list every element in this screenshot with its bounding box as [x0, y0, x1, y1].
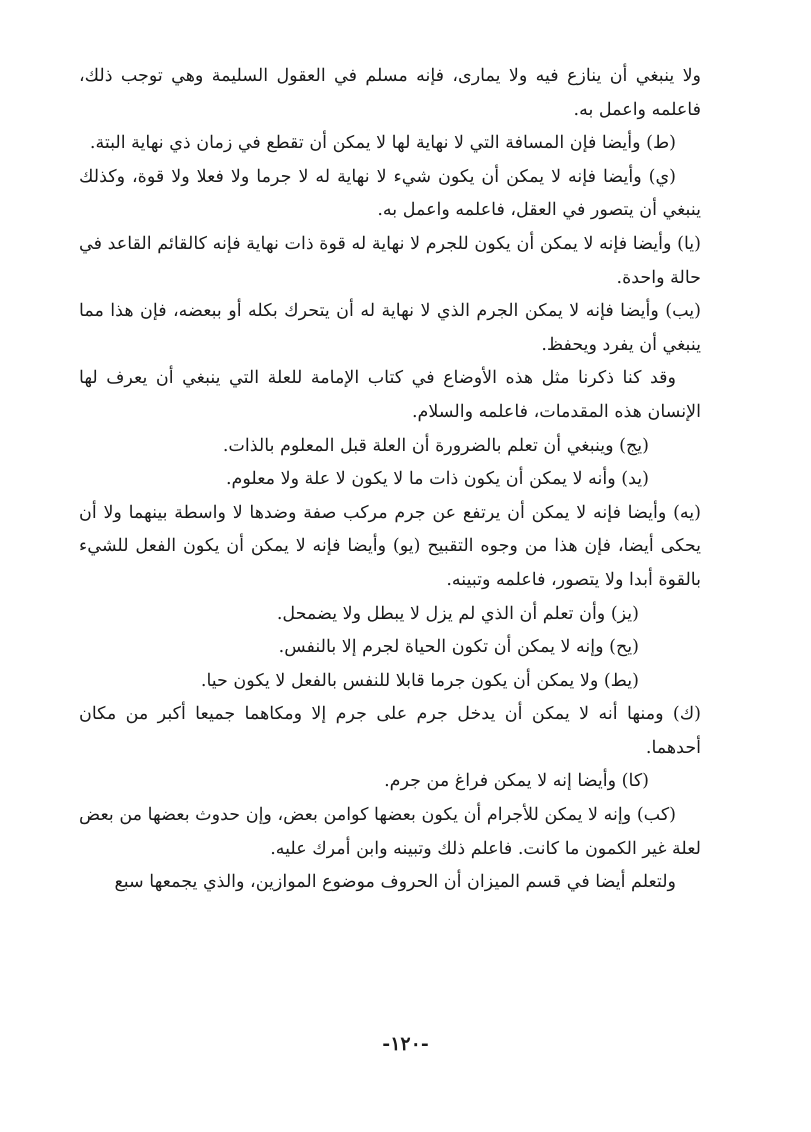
paragraph-item-yah: (يه) وأيضا فإنه لا يمكن أن يرتفع عن جرم مركب صفة وضدها لا واسطة بينهما ولا أن يحكى أيضا، فإن هذا من وجوه التقبيح (يو) وأيضا فإنه لا يمكن أن يكون الفعل للشيء بالقوة أبدا ولا يتصور، فاعلمه وتبينه. — [79, 502, 701, 590]
paragraph-item-yaj: (يج) وينبغي أن تعلم بالضرورة أن العلة قبل المعلوم بالذات. — [222, 435, 649, 456]
paragraph-note: وقد كنا ذكرنا مثل هذه الأوضاع في كتاب الإمامة للعلة التي ينبغي أن يعرف لها الإنسان هذه المقدمات، فاعلمه والسلام. — [79, 368, 701, 422]
paragraph-continuation: ولا ينبغي أن ينازع فيه ولا يمارى، فإنه مسلم في العقول السليمة وهي توجب ذلك، فاعلمه واعمل به. — [79, 66, 701, 120]
paragraph-item-yaz: (يز) وأن تعلم أن الذي لم يزل لا يبطل ولا يضمحل. — [276, 603, 639, 624]
paragraph-item-yat: (يط) ولا يمكن أن يكون جرما قابلا للنفس بالفعل لا يكون حيا. — [200, 670, 639, 691]
paragraph-item-ta: (ط) وأيضا فإن المسافة التي لا نهاية لها لا يمكن أن تقطع في زمان ذي نهاية البتة. — [89, 133, 676, 154]
paragraph-item-yab: (يب) وأيضا فإنه لا يمكن الجرم الذي لا نهاية له أن يتحرك بكله أو ببعضه، فإن هذا مما ينبغي أن يفرد ويحفظ. — [79, 301, 701, 355]
paragraph-item-kab: (كب) وإنه لا يمكن للأجرام أن يكون بعضها كوامن بعض، وإن حدوث بعضها من بعض لعلة غير الكمون ما كانت. فاعلم ذلك وتبينه وابن أمرك عليه. — [79, 805, 701, 859]
paragraph-item-yaa: (يا) وأيضا فإنه لا يمكن أن يكون للجرم لا نهاية له قوة ذات نهاية فإنه كالقائم القاعد في حالة واحدة. — [79, 233, 701, 288]
paragraph-item-ka: (كا) وأيضا إنه لا يمكن فراغ من جرم. — [384, 771, 649, 792]
paragraph-item-ya: (ي) وأيضا فإنه لا يمكن أن يكون شيء لا نهاية له لا جرما ولا فعلا ولا قوة، وكذلك ينبغي أن يتصور في العقل، فاعلمه واعمل به. — [79, 166, 701, 221]
paragraph-closing: ولتعلم أيضا في قسم الميزان أن الحروف موضوع الموازين، والذي يجمعها سبع — [114, 872, 676, 893]
paragraph-item-kaf: (ك) ومنها أنه لا يمكن أن يدخل جرم على جرم إلا ومكاهما جميعا أكبر من مكان أحدهما. — [79, 704, 701, 758]
page-body — [79, 60, 701, 900]
page-number: -١٢٠- — [382, 1033, 429, 1055]
paragraph-item-yah2: (يح) وإنه لا يمكن أن تكون الحياة لجرم إلا بالنفس. — [278, 637, 639, 658]
paragraph-item-yad: (يد) وأنه لا يمكن أن يكون ذات ما لا يكون لا علة ولا معلوم. — [225, 469, 649, 490]
